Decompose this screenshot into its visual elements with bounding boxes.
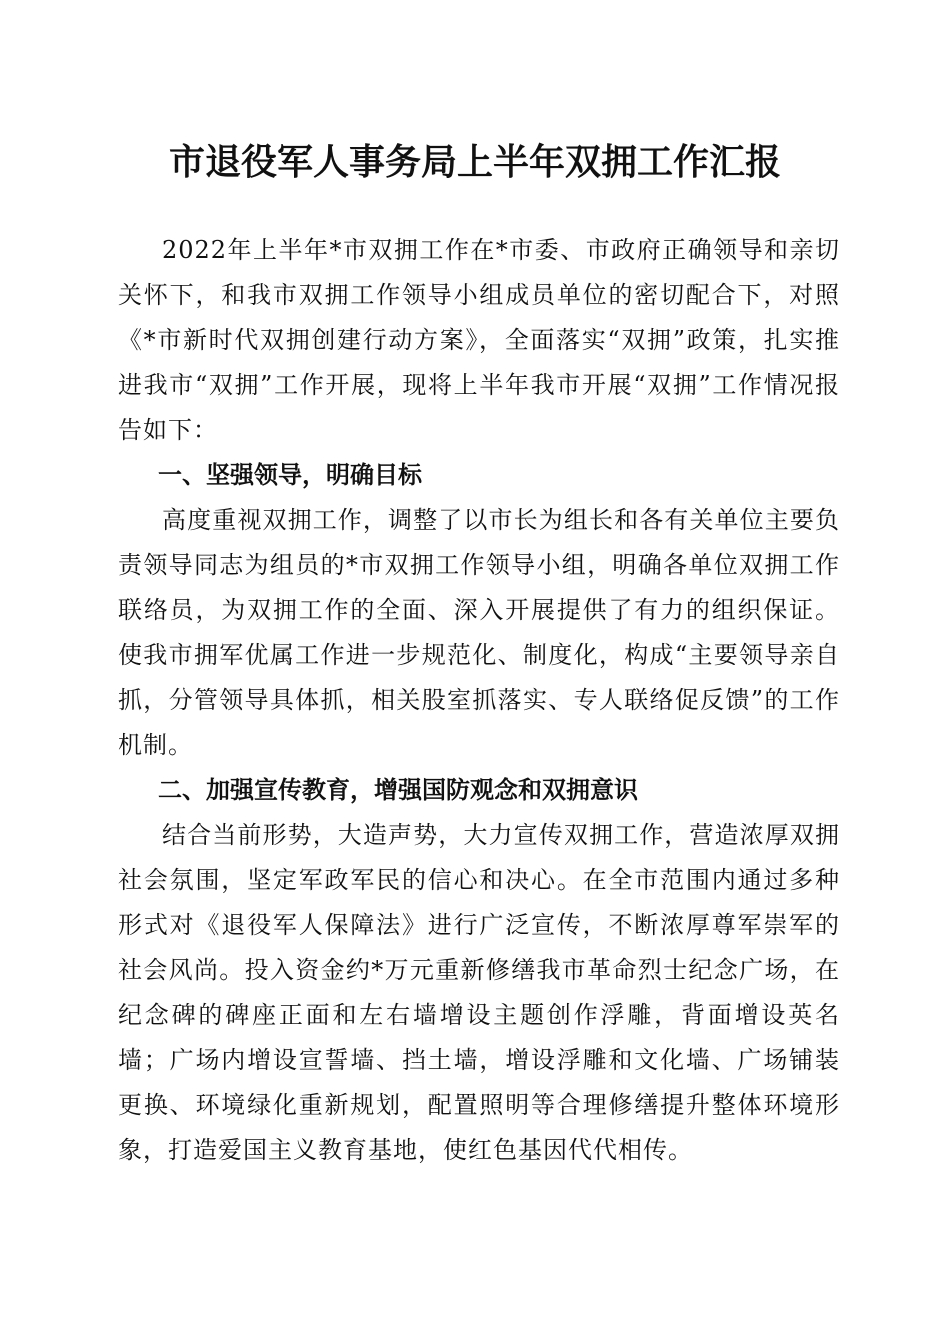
section-paragraph-1: 高度重视双拥工作，调整了以市长为组长和各有关单位主要负责领导同志为组员的*市双拥工作领导小组，明确各单位双拥工作联络员，为双拥工作的全面、深入开展提供了有力的组织保证。使我市拥军优属工作进一步规范化、制度化，构成“主要领导亲自抓，分管领导具体抓，相关股室抓落实、专人联络促反馈”的工作机制。 [118,506,840,759]
section-heading-2: 二、加强宣传教育，增强国防观念和双拥意识 [158,776,638,804]
intro-paragraph: 2022年上半年*市双拥工作在*市委、市政府正确领导和亲切关怀下，和我市双拥工作领导小组成员单位的密切配合下，对照《*市新时代双拥创建行动方案》，全面落实“双拥”政策，扎实推进我市“双拥”工作开展，现将上半年我市开展“双拥”工作情况报告如下： [118,236,840,444]
section-paragraph-2: 结合当前形势，大造声势，大力宣传双拥工作，营造浓厚双拥社会氛围，坚定军政军民的信心和决心。在全市范围内通过多种形式对《退役军人保障法》进行广泛宣传，不断浓厚尊军崇军的社会风尚。投入资金约*万元重新修缮我市革命烈士纪念广场，在纪念碑的碑座正面和左右墙增设主题创作浮雕，背面增设英名墙；广场内增设宣誓墙、挡土墙，增设浮雕和文化墙、广场铺装更换、环境绿化重新规划，配置照明等合理修缮提升整体环境形象，打造爱国主义教育基地，使红色基因代代相传。 [118,821,840,1164]
document-title: 市退役军人事务局上半年双拥工作汇报 [168,141,781,183]
section-heading-1: 一、坚强领导，明确目标 [158,461,422,489]
document-body [118,228,840,1173]
